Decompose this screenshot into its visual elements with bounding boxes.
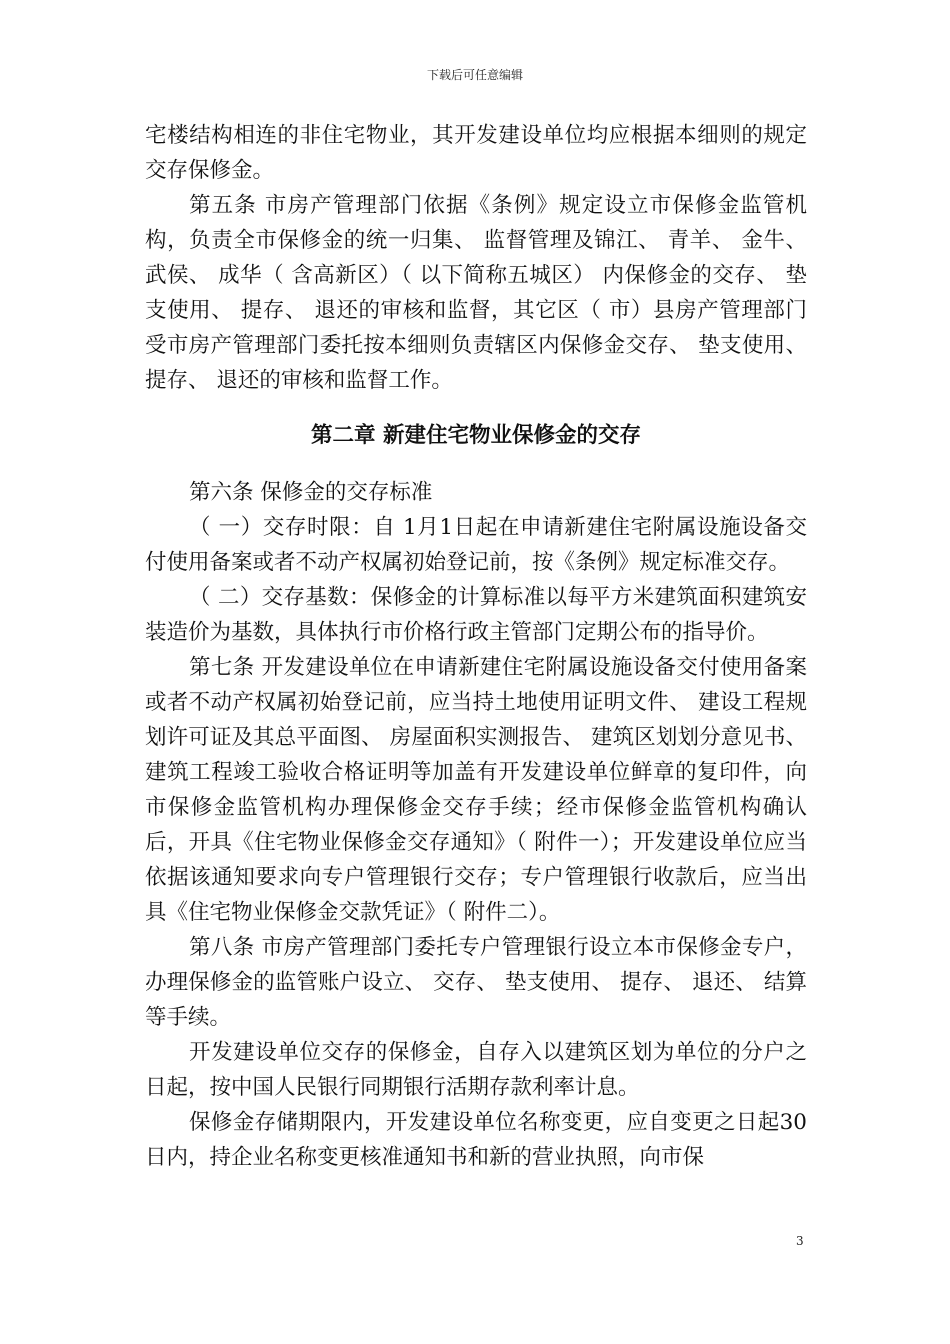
paragraph-article-8: 第八条 市房产管理部门委托专户管理银行设立本市保修金专户，办理保修金的监管账户设立、 交存、 垫支使用、 提存、 退还、 结算等手续。 bbox=[145, 935, 807, 1030]
paragraph-item-1: （ 一）交存时限：自 1月1日起在申请新建住宅附属设施设备交付使用备案或者不动产权属初始登记前，按《条例》规定标准交存。 bbox=[145, 515, 807, 575]
paragraph-interest: 开发建设单位交存的保修金，自存入以建筑区划为单位的分户之日起，按中国人民银行同期银行活期存款利率计息。 bbox=[145, 1040, 807, 1100]
paragraph-article-5: 第五条 市房产管理部门依据《条例》规定设立市保修金监管机构，负责全市保修金的统一归集、 监督管理及锦江、 青羊、 金牛、 武侯、 成华（ 含高新区）（ 以下简称五城区） 内保修金的交存、 垫支使用、 提存、 退还的审核和监督，其它区（ 市）县房产管理部门受市房产管理部门委托按本细则负责辖区内保修金交存、 垫支使用、 提存、 退还的审核和监督工作。 bbox=[145, 193, 807, 393]
paragraph-1: 宅楼结构相连的非住宅物业，其开发建设单位均应根据本细则的规定交存保修金。 bbox=[145, 123, 807, 183]
chapter-title: 第二章 新建住宅物业保修金的交存 bbox=[311, 423, 641, 448]
paragraph-article-6: 第六条 保修金的交存标准 bbox=[189, 480, 433, 505]
page-number: 3 bbox=[796, 1234, 804, 1248]
paragraph-name-change: 保修金存储期限内，开发建设单位名称变更，应自变更之日起30日内，持企业名称变更核准通知书和新的营业执照，向市保 bbox=[145, 1110, 807, 1170]
document-body bbox=[145, 118, 807, 1175]
paragraph-item-2: （ 二）交存基数：保修金的计算标准以每平方米建筑面积建筑安装造价为基数，具体执行市价格行政主管部门定期公布的指导价。 bbox=[145, 585, 807, 645]
header-note: 下载后可任意编辑 bbox=[426, 68, 523, 82]
paragraph-article-7: 第七条 开发建设单位在申请新建住宅附属设施设备交付使用备案或者不动产权属初始登记前，应当持土地使用证明文件、 建设工程规划许可证及其总平面图、 房屋面积实测报告、 建筑区划划分意见书、 建筑工程竣工验收合格证明等加盖有开发建设单位鲜章的复印件，向市保修金监管机构办理保修金交存手续；经市保修金监管机构确认后，开具《住宅物业保修金交存通知》（ 附件一）；开发建设单位应当依据该通知要求向专户管理银行交存；专户管理银行收款后，应当出具《住宅物业保修金交款凭证》（ 附件二）。 bbox=[145, 655, 807, 925]
